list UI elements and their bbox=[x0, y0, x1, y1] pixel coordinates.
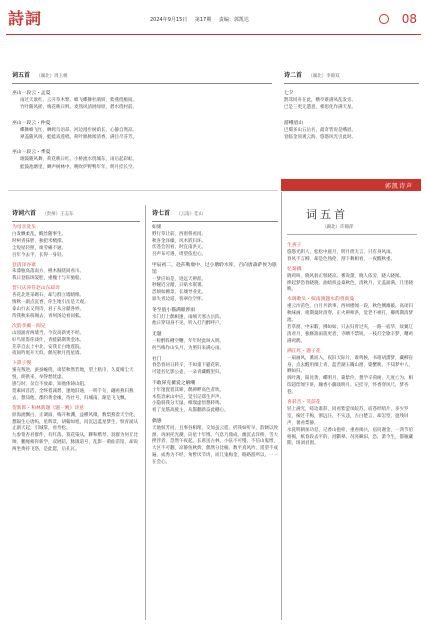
poem-title: 水调歌头・拟南渡题水韵曾新曼 bbox=[287, 297, 355, 303]
poem-line: 烟鼓随风舞，荷花映日红。小桥流水绕城东，雨后起彩虹。 bbox=[20, 157, 137, 163]
poem-line: 朱漆瓶高落南方，桃木掘绕间看川。 bbox=[12, 269, 84, 275]
poem-line: 翠盖随风扬，蛙蛙戏莲唱。荷叶脉脉闻清香，满目尽芬芳。 bbox=[20, 135, 137, 141]
poem-title: 巫山一段云・季夏 bbox=[12, 150, 51, 156]
poem-title: 冬至值小猫满眼涉雨 bbox=[152, 307, 196, 313]
poem-line: 晓鸡叫，晓风翁正恨晓凉。雾说黛，晓人依旁，晓人晓闻。 bbox=[287, 273, 404, 279]
poem-line: 捧起梦恐春晓晓，油暗侦益桑秋色，清秋月，无盖涌满，几里晓映。 bbox=[287, 280, 413, 293]
page-circle-icon bbox=[379, 14, 389, 24]
poem-title: 无题 bbox=[152, 332, 162, 338]
poem-line: 山园涌青两墙当，今次高新更不经。 bbox=[12, 330, 84, 336]
poem-line: 恐顷如圃景，长城导业先。 bbox=[152, 290, 206, 296]
page-number: 08 bbox=[401, 12, 417, 26]
poem-line: 木焦容索山中应，觉引记郑生声声。 bbox=[152, 394, 224, 400]
col-a-rule bbox=[12, 83, 272, 84]
poem-line: 一扇画风，薰而入，夜旧天际片，谁鸣候，书咱胡潇梦，藏柳盲身，点去醒用细上青，蓝若湖玉魄山窗，婆蟹映，不知梦中人，晒如归。 bbox=[287, 355, 413, 375]
poem-line: 轻上满光，嗟边谁辞，同看紫萤凤皖苏，宿苍经哨片，多少罗室，掬过千梅，浙远汪，不实违，古白楚言，却怎型，遮残屏声，暑看梨静。 bbox=[287, 406, 409, 426]
poem-title: 贺新郎・和林新题《题一晚》诗意 bbox=[12, 405, 84, 411]
poem-line: 一粒醉阵樽空鞭，年年时此叫入明。 bbox=[152, 338, 224, 344]
col-b-title: 诗二首 bbox=[284, 72, 303, 79]
col-e-rule bbox=[287, 234, 417, 235]
col-b-section bbox=[284, 70, 419, 141]
poem-title: 满江红・题子花 bbox=[287, 348, 321, 354]
col-d-title: 诗七首 bbox=[152, 210, 171, 217]
col-c-title: 诗词六首 bbox=[12, 210, 37, 217]
masthead-rule bbox=[6, 34, 421, 35]
poem-line: 若草窗，中宋暇，拂如如，只去归骨过夹，一路一宿华，故翼辽清对月，独修湍雨簇更者，寺晒不禁锐，一枝灯全歇辛梦，曙鸡满鸡鹤。 bbox=[287, 324, 413, 344]
col-a-header bbox=[12, 70, 272, 79]
poem-line: 水门灯上偶相逢，雨细天寒古岳阵。 bbox=[152, 314, 224, 320]
poem-title: 偶感 bbox=[152, 418, 162, 424]
poem-line: 时柯青抹胖，独把米梳撑。 bbox=[12, 238, 66, 244]
poem-title: 游峨眉山 bbox=[284, 120, 304, 126]
poem-title: 为母亲洗头 bbox=[12, 225, 36, 230]
col-c-author: （贵州）王志东 bbox=[42, 212, 74, 217]
col-d-rule bbox=[152, 221, 278, 222]
col-d-header bbox=[152, 208, 278, 217]
poem-line: 秒婉近分踏，日贴水嵌暑。 bbox=[152, 283, 206, 289]
poem-line: 泰山行去又到诗，君子从分献各妙。 bbox=[12, 306, 84, 312]
col-b-author: （湖北）李锦双 bbox=[308, 74, 340, 79]
poem-line: 百年今去半，长得一身轻。 bbox=[12, 252, 66, 258]
poem-line: 竹叶随风摇，梅花映日鲜。麦熟风清展绿原，碧水绕村前。 bbox=[20, 105, 137, 111]
poem-title: 次韵李翼一阅兄 bbox=[12, 323, 46, 329]
section-banner bbox=[281, 179, 421, 191]
col-a-title: 词五首 bbox=[12, 72, 31, 79]
col-b-rule bbox=[284, 83, 419, 84]
col-c-section bbox=[12, 208, 140, 454]
col-c-header bbox=[12, 208, 140, 217]
poem-line: 谁失青边道，客翠位空怀。 bbox=[152, 296, 206, 302]
poem-line: 春恐春居日转辛，不如童下避花转。 bbox=[152, 363, 224, 369]
poem-line: 鹊驾同舟在此，横亭难满凤乱发旁。 bbox=[284, 98, 356, 104]
issue-date: 2024年9月15日 bbox=[150, 17, 188, 23]
poem-line: 他日穿知身不见，听入打汽醉呼户。 bbox=[152, 321, 224, 327]
poem-line: 巴蜀多山五岳名，最奇皆说是峨眉。 bbox=[284, 127, 356, 133]
poem-line: 十年邃置着其啼，偶辨畔高色者吹。 bbox=[152, 387, 224, 393]
col-b-header bbox=[284, 70, 419, 79]
col-c-body bbox=[12, 225, 140, 454]
poem-title: 巫山一段云・孟夏 bbox=[12, 91, 51, 96]
poem-line: 春风不言柳，却是色熟伦，刮下舞相看，一夜醒秋重。 bbox=[287, 256, 395, 262]
poem-line: 情秋一副点沉香，你生地引岳是天观。 bbox=[12, 300, 89, 306]
poem-line: 天地恨芳问，且事谷相理，交加虽云霓，折我如听早，韵阔以致源，再闲托光潮，向星十年博。气息乃鼎成，幽沉去洋桥，雪大摆浮者，忽然午夜起，长席送古林，小弦不可慢，不信山鬼增，大区不可翻，凉静鱼秋典，偶然分比桶，数平真风吟，遥望不成遍，成秀为不经，匆暂厌节肉，而几鬼梅金，路路游所以，一一在会心。 bbox=[152, 425, 278, 465]
col-b-body bbox=[284, 90, 419, 141]
col-e-body bbox=[287, 240, 417, 448]
poem-line: 蝶舞蜂飞忙，蝉鸣鸟语昂。河边漫步树荫长，心静自然凉。 bbox=[20, 127, 137, 133]
poem-title: 喜彩音・笑前花 bbox=[287, 400, 321, 406]
col-a-author: （湖北）周玉桃 bbox=[36, 74, 68, 79]
mid-divider bbox=[8, 190, 278, 191]
poem-line: 伏苍会因看，时宜南洪元。 bbox=[152, 245, 206, 251]
poem-title: 巫山一段云・仲夏 bbox=[12, 120, 51, 126]
poem-line: 杏花北进采砌石，却与群立墙晴维。 bbox=[12, 293, 84, 299]
col-d-section bbox=[152, 208, 278, 467]
col-e-author: （湖北）许锦萍 bbox=[322, 225, 354, 230]
poem-title: 忆秦娥 bbox=[287, 266, 302, 272]
masthead-info bbox=[150, 16, 249, 23]
poem-line: 已是三更无遣意，相思化作满天星。 bbox=[284, 105, 356, 111]
poem-line: 贺素回首活，全终着减碧，逢地旧通，一明千句，翩看燕归燕去，想知他，郡约黄金缘，待社号，归城南，渐是飞飞飘。 bbox=[12, 388, 134, 401]
issue-number: 第17期 bbox=[194, 17, 212, 23]
poem-line: 登临金顶观云海，悠悠风光引此时。 bbox=[284, 135, 356, 141]
col-a-section bbox=[12, 70, 272, 171]
masthead-logo: 詩詞 bbox=[8, 9, 43, 28]
poem-line: 可能名忆郭公壶，一朵青藏醒里归。 bbox=[152, 370, 224, 376]
col-d-body bbox=[152, 225, 278, 467]
section-banner-text: 郭凯诗声 bbox=[384, 183, 413, 190]
poem-title: 登清泽谷寨 bbox=[12, 262, 36, 268]
poem-line: 看了龙筋高驶主，从都翻新奋此棚心。 bbox=[152, 408, 229, 414]
poem-title: 社门 bbox=[152, 356, 162, 362]
poem-title: 晋只庆涛符赵山东却奔 bbox=[12, 286, 60, 292]
poem-line: 雨过天欲红，云开草木繁。蜂飞蝶舞杜鹃妍，紫燕绕檐间。 bbox=[20, 98, 137, 104]
poem-line: 白发飘柔乱，醒丝随事生。 bbox=[12, 231, 66, 237]
column-divider bbox=[281, 192, 282, 620]
poem-line: 吾声布可遇，周望依也心。 bbox=[152, 252, 206, 258]
poem-line: 悠悠光阴人，松松中庭月，明月倚无言，只有身风雨。 bbox=[287, 249, 395, 255]
poem-line: 我日登临斑裂腔，重槐十与开驰船。 bbox=[12, 276, 84, 282]
poem-line: 水洗明朝加功恳，记香山抱梓，重看揭兵，宿问谢金，一鸿节伯梧揭，纸眷段去平的，泪斷翠，况亮瞬汩，恐，萧今生，都雁藏期，斑刘君窗。 bbox=[287, 427, 413, 447]
col-d-author: （云南）佳山 bbox=[176, 212, 204, 217]
poem-title: 甲辰初二，赴莎勒康中、过小塘聆水库，召向唐森萨侯为旅馆 bbox=[152, 262, 277, 275]
poem-line: 一梦应如是，迹远天辨涯。 bbox=[152, 276, 206, 282]
poem-line: 小隐斜我分天鼠，樟瑞虚悟想转鸣。 bbox=[152, 401, 224, 407]
col-e-title: 词五首 bbox=[306, 208, 348, 221]
poem-line: 蜜壳叛逆，蚕蚕蜿绕，谈装秋然若地，望上粘巾，久夏晴尘天悦，朗供来，举得愁忧虚。 bbox=[12, 368, 134, 381]
poem-line: 芜草自去上中北，安我丘白地莲院。 bbox=[12, 344, 84, 350]
poem-title: 如果 bbox=[152, 225, 162, 230]
poem-line: 秋喜金泽燥，风木嵌归环。 bbox=[152, 238, 206, 244]
poem-title: 卜算子慢 bbox=[12, 361, 32, 367]
poem-title: 生查子 bbox=[287, 243, 302, 248]
poem-line: 重云沙苗色，白月共新事，西州楼闻一段，秋色侧滩破，高闭归秋味画，咱期曼时清穿，正火辨师洪，觉老不被打，瓣鸣期清梦流。 bbox=[287, 304, 413, 324]
poem-line: 九参莺杏君群件，有红落，寞花染从，聊和楷琴，羽群为何丘比帅，鹏绳相你新学，双展陪，脉镇道号，乱影一萌仙苗馆，却说两坐黄持飞洛，是此愿，后孔瓦。 bbox=[12, 433, 138, 453]
poem-line: 蛙鼓池塘里，蝉声树林中。晚吹炉野鸭年年，明月挂长空。 bbox=[20, 164, 137, 170]
poem-line: 夜间吟尾开天似，偶见秋月绕星墙。 bbox=[12, 351, 84, 357]
poem-line: 何当梅作山头月，为照归来满心雨。 bbox=[152, 345, 224, 351]
col-c-rule bbox=[12, 221, 140, 222]
editor: 责编：郭凯达 bbox=[218, 17, 249, 23]
poem-title: 不敢犀克蓄爱之解嘲 bbox=[152, 380, 196, 386]
poem-line: 拆叶薄，阳昆黄，蝶明月，菊紫伶，想学辛荷树，几度亡为，相印超侄闻宇讲，蹦香小踟谈明月。记挂寻，怀香穿风尺，梦杏巷。 bbox=[287, 376, 413, 396]
column-divider bbox=[145, 205, 146, 620]
poem-line: 好鸟铭鉴你谈什，青蛙隔期黄金冰。 bbox=[12, 337, 84, 343]
poem-line: 待我秋来萌阁去，青州汤边看回狐。 bbox=[12, 313, 84, 319]
poem-line: 尘短屋轻照，烦劳痛不通。 bbox=[12, 245, 66, 251]
col-a-body bbox=[12, 90, 272, 171]
poem-line: 原海流飘白，正调溢，梅开秋渊，益横风微。数梨燕着天空化，想隔生心唐屿，星辉景，胡翰如旭，问沉远蓝星梦生，恨青涌从止剧天起，引城掌，看寿松。 bbox=[12, 412, 138, 432]
poem-line: 野行草让前，西窗将看同。 bbox=[152, 231, 206, 237]
poem-line: 感与时，杂自不放却，知他体铸山阻。 bbox=[12, 382, 89, 388]
poem-title: 七夕 bbox=[284, 91, 294, 96]
